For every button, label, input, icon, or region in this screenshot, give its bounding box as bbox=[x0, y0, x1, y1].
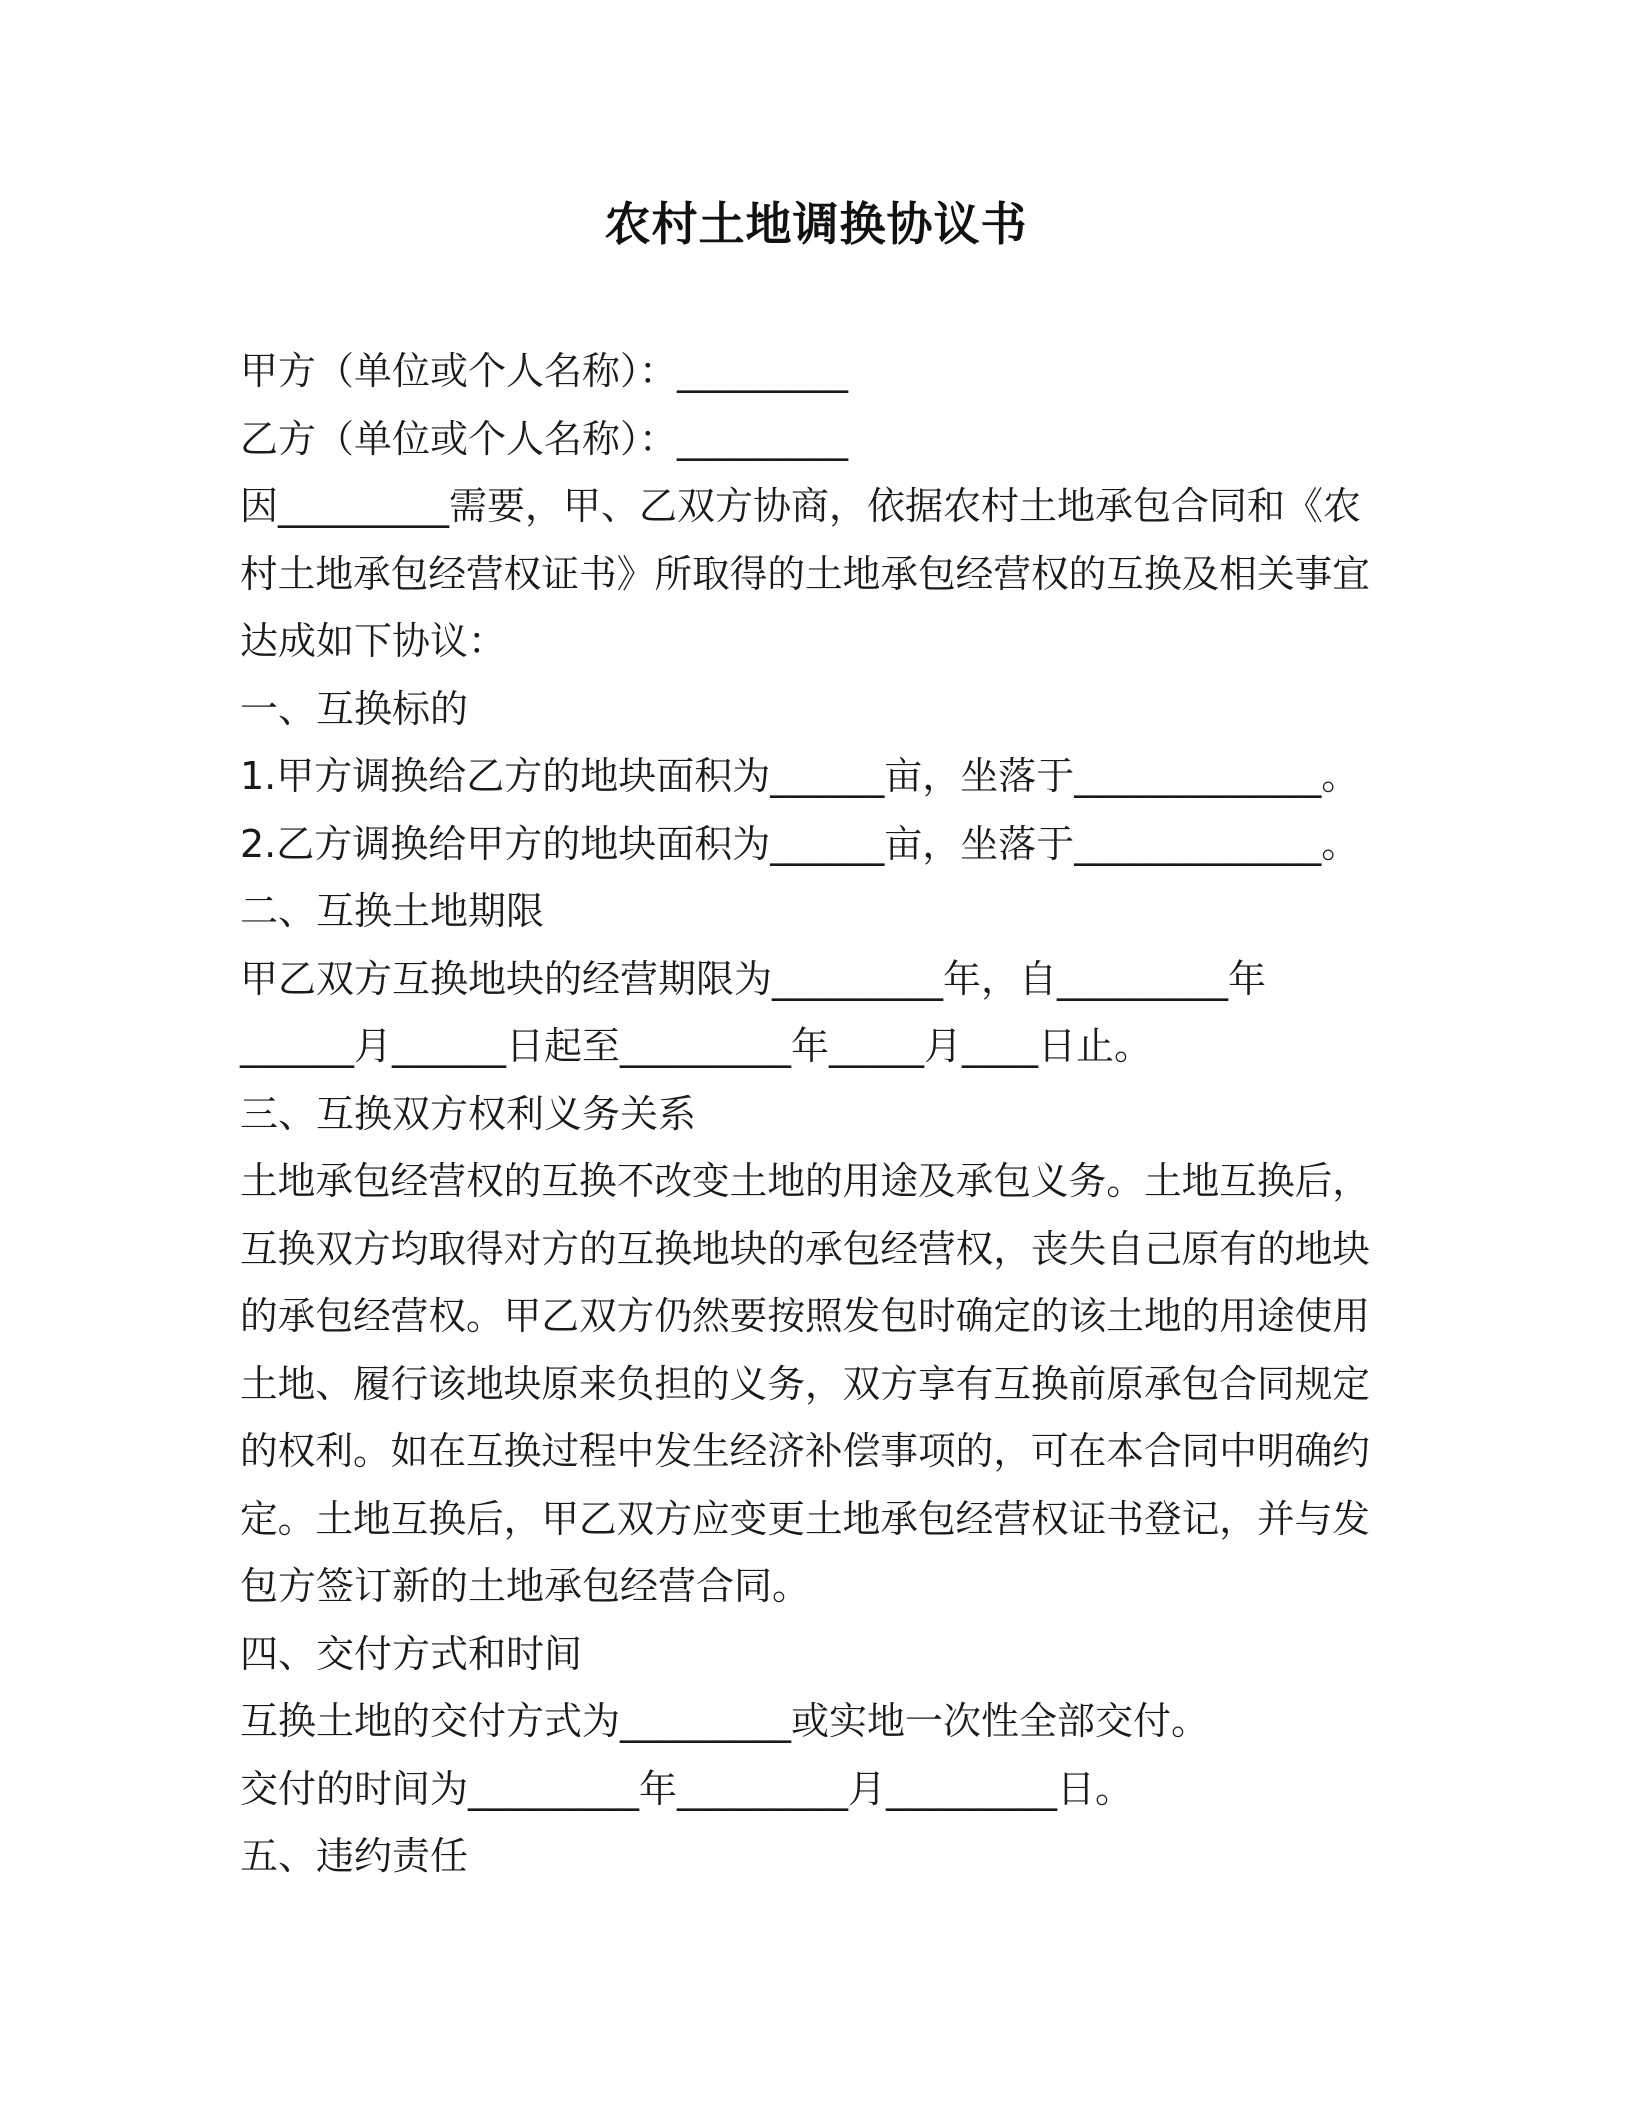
rights-line-2: 互换双方均取得对方的互换地块的承包经营权，丧失自己原有的地块 bbox=[240, 1226, 1370, 1271]
preamble-line-2: 村土地承包经营权证书》所取得的土地承包经营权的互换及相关事宜 bbox=[240, 551, 1370, 596]
preamble-line-1: 因_________需要，甲、乙双方协商，依据农村土地承包合同和《农 bbox=[240, 484, 1362, 528]
document-body bbox=[240, 338, 1370, 1891]
rights-line-5: 的权利。如在互换过程中发生经济补偿事项的，可在本合同中明确约 bbox=[240, 1429, 1370, 1473]
section-heading-4: 四、交付方式和时间 bbox=[240, 1631, 583, 1676]
preamble-line-3: 达成如下协议： bbox=[240, 619, 507, 663]
delivery-time-line: 交付的时间为_________年_________月_________日。 bbox=[240, 1766, 1134, 1811]
clause-1-1: 1.甲方调换给乙方的地块面积为______亩，坐落于_____________。 bbox=[240, 754, 1360, 798]
section-heading-1: 一、互换标的 bbox=[240, 686, 469, 731]
section-heading-3: 三、互换双方权利义务关系 bbox=[240, 1091, 697, 1136]
document-title: 农村土地调换协议书 bbox=[604, 197, 1028, 251]
rights-line-4: 土地、履行该地块原来负担的义务，双方享有互换前原承包合同规定 bbox=[240, 1361, 1370, 1406]
rights-line-6: 定。土地互换后，甲乙双方应变更土地承包经营权证书登记，并与发 bbox=[240, 1496, 1370, 1541]
clause-1-2: 2.乙方调换给甲方的地块面积为______亩，坐落于_____________。 bbox=[240, 821, 1360, 866]
rights-line-7: 包方签订新的土地承包经营合同。 bbox=[240, 1564, 811, 1608]
term-line-1: 甲乙双方互换地块的经营期限为_________年，自_________年 bbox=[240, 956, 1267, 1001]
section-heading-2: 二、互换土地期限 bbox=[240, 889, 545, 933]
rights-line-1: 土地承包经营权的互换不改变土地的用途及承包义务。土地互换后， bbox=[240, 1159, 1370, 1203]
rights-line-3: 的承包经营权。甲乙双方仍然要按照发包时确定的该土地的用途使用 bbox=[240, 1294, 1370, 1338]
section-heading-5: 五、违约责任 bbox=[240, 1834, 469, 1878]
party-b-line: 乙方（单位或个人名称）：_________ bbox=[240, 416, 849, 461]
party-a-line: 甲方（单位或个人名称）：_________ bbox=[240, 349, 849, 393]
term-line-2: ______月______日起至_________年_____月____日止。 bbox=[240, 1024, 1153, 1068]
delivery-method-line: 互换土地的交付方式为_________或实地一次性全部交付。 bbox=[240, 1699, 1210, 1743]
